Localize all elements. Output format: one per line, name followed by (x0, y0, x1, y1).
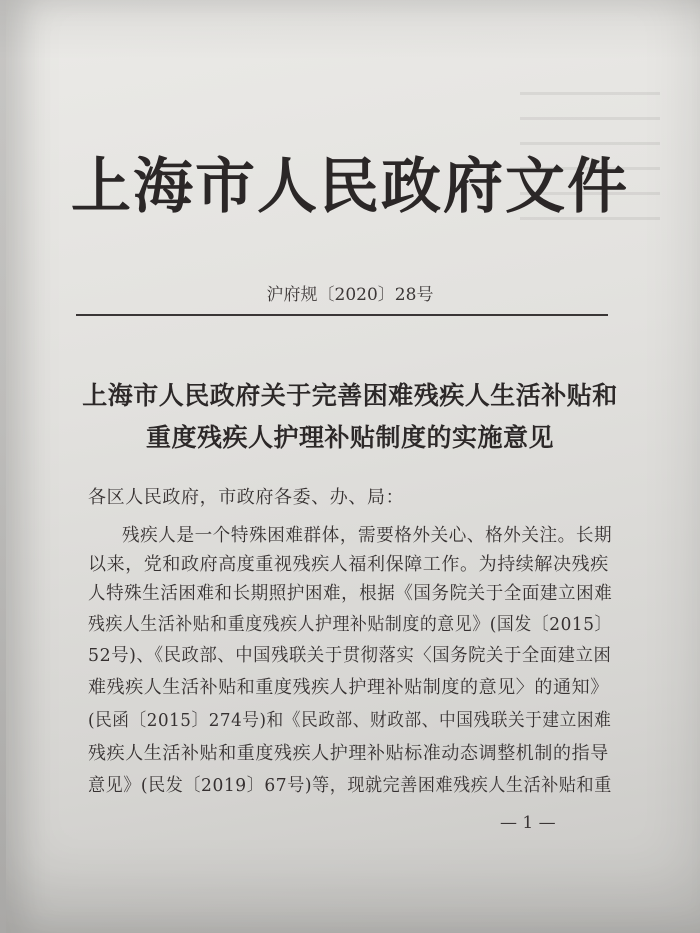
body-line: 残疾人是一个特殊困难群体，需要格外关心、格外关注。长期 (122, 525, 613, 546)
body-line: (民函〔2015〕274号)和《民政部、财政部、中国残联关于建立困难 (88, 710, 612, 731)
body-line: 以来，党和政府高度重视残疾人福利保障工作。为持续解决残疾 (88, 554, 609, 575)
body-line: 意见》(民发〔2019〕67号)等，现就完善困难残疾人生活补贴和重 (88, 775, 612, 796)
header-divider-line (76, 314, 608, 316)
top-shadow (0, 0, 700, 60)
body-line: 人特殊生活困难和长期照护困难，根据《国务院关于全面建立困难 (88, 583, 613, 604)
body-line: 残疾人生活补贴和重度残疾人护理补贴制度的意见》(国发〔2015〕 (88, 614, 612, 635)
document-title-line-2: 重度残疾人护理补贴制度的实施意见 (145, 423, 554, 452)
body-line: 残疾人生活补贴和重度残疾人护理补贴标准动态调整机制的指导 (88, 743, 609, 764)
page-number: — 1 — (500, 813, 556, 833)
document-header-title: 上海市人民政府文件 (71, 152, 629, 222)
document-number: 沪府规〔2020〕28号 (266, 285, 434, 305)
body-line: 难残疾人生活补贴和重度残疾人护理补贴制度的意见〉的通知》 (88, 677, 609, 698)
body-line: 52号)、《民政部、中国残联关于贯彻落实〈国务院关于全面建立困 (88, 645, 612, 666)
salutation: 各区人民政府，市政府各委、办、局： (88, 487, 405, 508)
document-title-line-1: 上海市人民政府关于完善困难残疾人生活补贴和 (82, 381, 618, 410)
